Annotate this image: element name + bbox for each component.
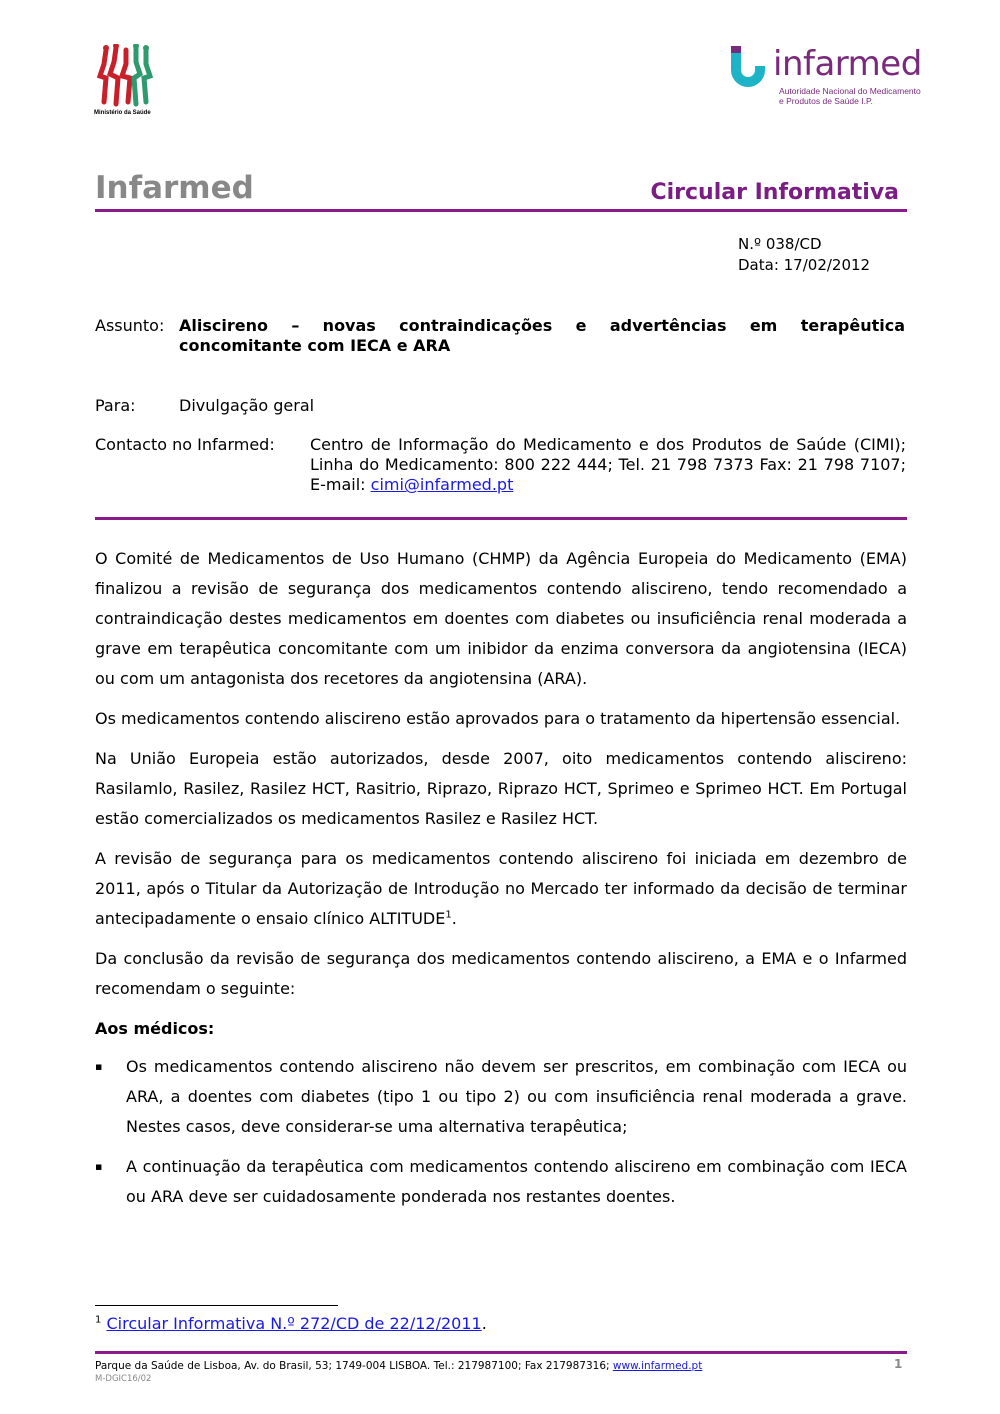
document-type: Circular Informativa <box>650 180 899 205</box>
page-number: 1 <box>894 1357 903 1371</box>
contact-label: Contacto no Infarmed: <box>95 435 275 454</box>
document-body <box>95 544 907 1222</box>
section-heading: Aos médicos: <box>95 1019 215 1038</box>
contact-email-link[interactable]: cimi@infarmed.pt <box>370 475 514 494</box>
paragraph: A revisão de segurança para os medicamentos contendo aliscireno foi iniciada em dezembro de 2011, após o Titular da Autorização de Introdução no Mercado ter informado da decisão de terminar antecipadamente o ensaio clínico ALTITUDE$^1$. <box>95 849 907 928</box>
infarmed-mark-icon <box>725 46 771 92</box>
list-item: ▪ Os medicamentos contendo aliscireno não devem ser prescritos, em combinação com IECA ou ARA, a doentes com diabetes (tipo 1 ou tipo 2) ou com insuficiência renal moderada a grave. Nestes casos, deve considerar-se uma alternativa terapêutica; <box>95 1052 907 1142</box>
form-code: M-DGIC16/02 <box>95 1374 152 1384</box>
recommendation-list <box>95 1052 907 1212</box>
subject-text: Aliscireno – novas contraindicações e advertências em terapêutica concomitante com IECA e ARA <box>179 316 905 355</box>
subject-label: Assunto: <box>95 316 165 335</box>
infarmed-logo <box>725 44 925 116</box>
infarmed-subtitle: Autoridade Nacional do Medicamento e Produtos de Saúde I.P. <box>779 86 921 106</box>
list-item: ▪ A continuação da terapêutica com medicamentos contendo aliscireno em combinação com IECA ou ARA deve ser cuidadosamente ponderada nos restantes doentes. <box>95 1152 907 1212</box>
footnote-divider <box>95 1305 338 1306</box>
footnote: $^1$ Circular Informativa N.º 272/CD de 22/12/2011. <box>95 1314 487 1333</box>
ministry-figures-icon <box>92 44 162 108</box>
footer-divider <box>95 1351 907 1354</box>
header-divider <box>95 209 907 212</box>
ministry-caption: Ministério da Saúde <box>94 110 151 116</box>
bullet-icon: ▪ <box>95 1060 103 1073</box>
paragraph: Na União Europeia estão autorizados, desde 2007, oito medicamentos contendo aliscireno: Rasilamlo, Rasilez, Rasilez HCT, Rasitrio, Riprazo, Riprazo HCT, Sprimeo e Sprimeo HCT. Em Portugal estão comercializados os medicamentos Rasilez e Rasilez HCT. <box>95 749 907 828</box>
section-divider <box>95 517 907 520</box>
footnote-reference[interactable]: 1 <box>445 909 452 921</box>
footnote-link[interactable]: Circular Informativa N.º 272/CD de 22/12/2011 <box>106 1314 482 1333</box>
audience-text: Divulgação geral <box>179 396 315 415</box>
page-title: Infarmed <box>95 170 254 206</box>
paragraph: Da conclusão da revisão de segurança dos medicamentos contendo aliscireno, a EMA e o Infarmed recomendam o seguinte: <box>95 949 907 998</box>
ministry-logo <box>92 44 162 120</box>
footnote-mark: 1 <box>95 1314 102 1326</box>
infarmed-wordmark: infarmed <box>773 44 922 84</box>
document-number: N.º 038/CD <box>738 235 822 253</box>
bullet-icon: ▪ <box>95 1160 103 1173</box>
paragraph: O Comité de Medicamentos de Uso Humano (CHMP) da Agência Europeia do Medicamento (EMA) finalizou a revisão de segurança dos medicamentos contendo aliscireno, tendo recomendado a contraindicação destes medicamentos em doentes com diabetes ou insuficiência renal moderada a grave em terapêutica concomitante com um inibidor da enzima conversora da angiotensina (IECA) ou com um antagonista dos recetores da angiotensina (ARA). <box>95 549 907 688</box>
audience-label: Para: <box>95 396 136 415</box>
document-date: Data: 17/02/2012 <box>738 256 871 274</box>
footer-address: Parque da Saúde de Lisboa, Av. do Brasil, 53; 1749-004 LISBOA. Tel.: 217987100; Fax 217987316; www.infarmed.pt <box>95 1360 703 1372</box>
paragraph: Os medicamentos contendo aliscireno estão aprovados para o tratamento da hipertensão essencial. <box>95 709 901 728</box>
footer-website-link[interactable]: www.infarmed.pt <box>612 1360 703 1372</box>
contact-text: Centro de Informação do Medicamento e dos Produtos de Saúde (CIMI); Linha do Medicamento: 800 222 444; Tel. 21 798 7373 Fax: 21 798 7107; E-mail: cimi@infarmed.pt <box>310 435 906 494</box>
